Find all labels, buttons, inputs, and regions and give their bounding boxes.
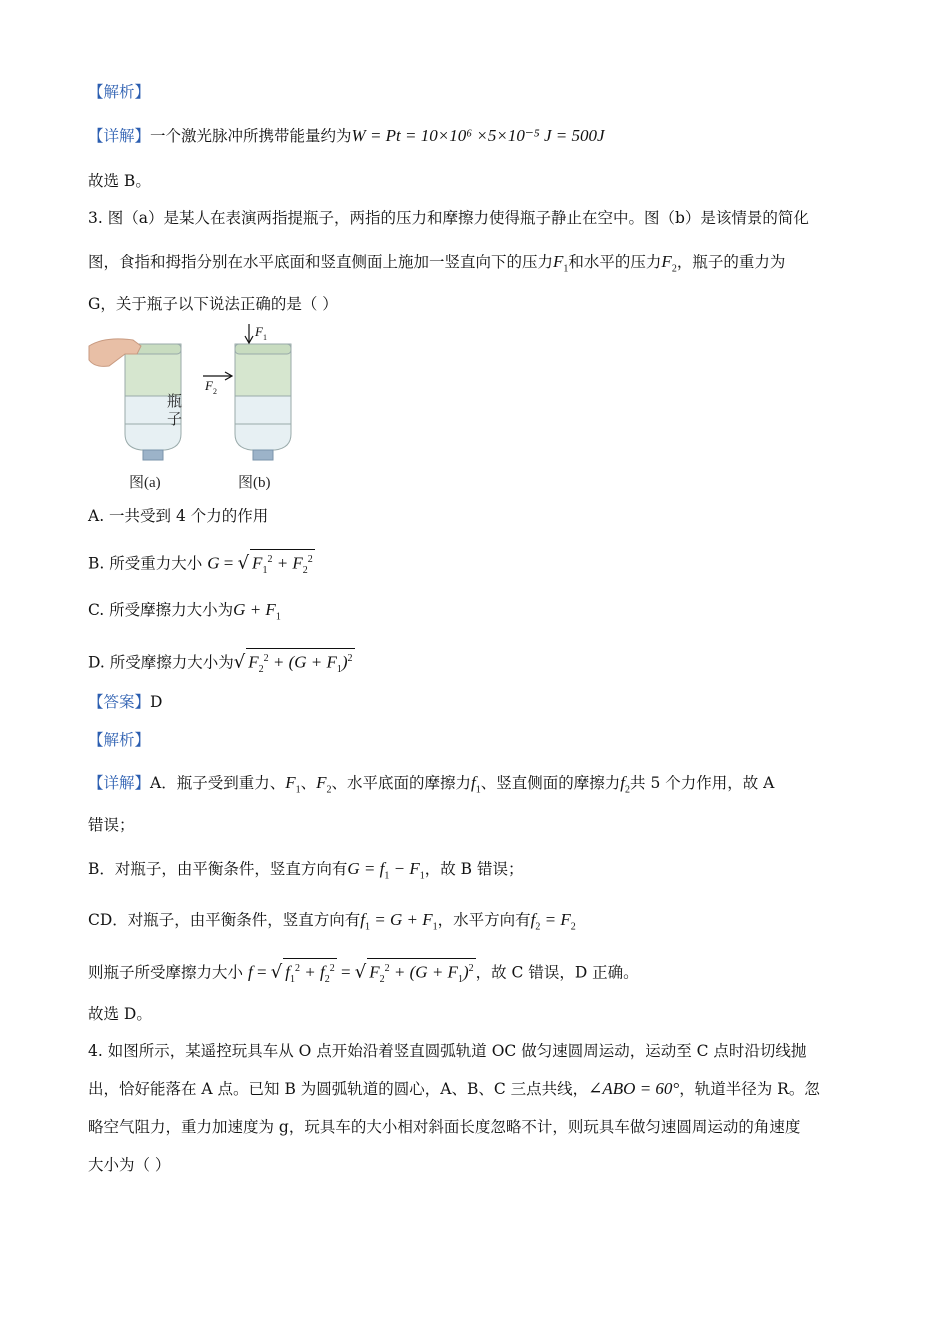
detail-tag-prev: 【详解】: [88, 127, 151, 145]
q3-stem-2b: 和水平的压力: [568, 253, 662, 271]
label-bottle-1: 瓶: [167, 394, 183, 410]
q3-stem-line-3: G，关于瓶子以下说法正确的是（ ）: [88, 295, 338, 313]
caption-b: 图(b): [238, 475, 271, 491]
q3-stem-line-1: 3. 图（a）是某人在表演两指提瓶子，两指的压力和摩擦力使得瓶子静止在空中。图（b）是该情景的简化: [88, 209, 809, 227]
detail-f2: ，故 C 错误，D 正确。: [475, 963, 639, 982]
q3-conclusion: 故选 D。: [88, 1005, 152, 1023]
q3-stem-2c: ，瓶子的重力为: [676, 253, 786, 271]
detail-cd1: CD．对瓶子，由平衡条件，竖直方向有: [88, 911, 361, 929]
q3-option-a[interactable]: A. 一共受到 4 个力的作用: [88, 507, 269, 525]
q3-option-d[interactable]: D. 所受摩擦力大小为√ $F_2^2 + (G + F_1)^2$: [88, 648, 355, 680]
f2-sub: 2: [213, 387, 217, 396]
q3-option-c-text: C. 所受摩擦力大小为: [88, 601, 234, 619]
q3-detail-a-cont: 错误；: [88, 816, 135, 834]
q4-line-3: 略空气阻力，重力加速度为 g，玩具车的大小相对斜面长度忽略不计，则玩具车做匀速圆周运动的角速度: [88, 1118, 801, 1136]
detail-cd2: ，水平方向有: [437, 911, 531, 929]
detail-b2: ，故 B 错误；: [424, 860, 524, 878]
q3-stem-line-2: 图，食指和拇指分别在水平底面和竖直侧面上施加一竖直向下的压力$F_1$和水平的压力$F_2$，瓶子的重力为: [88, 252, 786, 275]
label-bottle-2: 子: [167, 412, 183, 428]
q4-line-2: [88, 1079, 820, 1099]
conclusion-prev: 故选 B。: [88, 172, 151, 190]
detail-a1: A．瓶子受到重力、: [150, 774, 286, 792]
q4-line-4: 大小为（ ）: [88, 1156, 171, 1174]
q4-angle: ∠ABO = 60°: [588, 1079, 680, 1098]
analysis-tag-prev: 【解析】: [88, 83, 151, 101]
f2-label: F: [205, 378, 213, 393]
q3-detail-b: B．对瓶子，由平衡条件，竖直方向有$G = f_1 - F_1$，故 B 错误；: [88, 859, 524, 882]
bottle-b: [235, 344, 291, 460]
answer-value: D: [150, 693, 163, 711]
f1-sub: 1: [263, 333, 267, 342]
detail-b1: B．对瓶子，由平衡条件，竖直方向有: [88, 860, 348, 878]
bottle-figure: [85, 322, 325, 497]
q3-analysis-tag: 【解析】: [88, 731, 151, 749]
answer-tag: 【答案】: [88, 693, 151, 711]
detail-prev-formula: W = Pt = 10×10⁶ ×5×10⁻⁵ J = 500J: [351, 126, 605, 145]
q3-option-c[interactable]: C. 所受摩擦力大小为$G + F_1$: [88, 600, 281, 623]
detail-a4: 共 5 个力作用，故 A: [630, 774, 775, 792]
q3-detail-a: 【详解】A．瓶子受到重力、$F_1$、$F_2$、水平底面的摩擦力$f_1$、竖直侧面的摩擦力$f_2$共 5 个力作用，故 A: [88, 773, 775, 796]
q3-stem-2a: 图，食指和拇指分别在水平底面和竖直侧面上施加一竖直向下的压力: [88, 253, 554, 271]
f1-label: F: [255, 324, 263, 339]
q4-line-2a: 出，恰好能落在 A 点。已知 B 为圆弧轨道的圆心，A、B、C 三点共线，: [88, 1080, 589, 1098]
q4-line-1: 4. 如图所示，某遥控玩具车从 O 点开始沿着竖直圆弧轨道 OC 做匀速圆周运动，运动至 C 点时沿切线抛: [88, 1042, 807, 1060]
q3-option-d-text: D. 所受摩擦力大小为: [88, 653, 234, 672]
detail-prev: [88, 126, 605, 146]
detail-prev-text: 一个激光脉冲所携带能量约为: [150, 127, 352, 145]
q3-option-b-text: B. 所受重力大小: [88, 554, 203, 573]
detail-a3: 、竖直侧面的摩擦力: [480, 774, 621, 792]
q3-detail-cd: CD．对瓶子，由平衡条件，竖直方向有$f_1 = G + F_1$，水平方向有$f_2 = F_2$: [88, 910, 576, 933]
detail-tag: 【详解】: [88, 774, 151, 792]
q3-option-b[interactable]: B. 所受重力大小 G = √ $F_1^2 + F_2^2$: [88, 549, 315, 581]
detail-f1: 则瓶子所受摩擦力大小: [88, 963, 244, 982]
q3-detail-f: 则瓶子所受摩擦力大小 f = √ $f_1^2 + f_2^2$ = √ $F_2^2 + (G + F_1)^2$ ，故 C 错误，D 正确。: [88, 958, 639, 990]
detail-a2: 、水平底面的摩擦力: [331, 774, 472, 792]
q3-answer: [88, 692, 162, 712]
q4-line-2b: ，轨道半径为 R。忽: [679, 1080, 820, 1098]
caption-a: 图(a): [129, 475, 161, 491]
